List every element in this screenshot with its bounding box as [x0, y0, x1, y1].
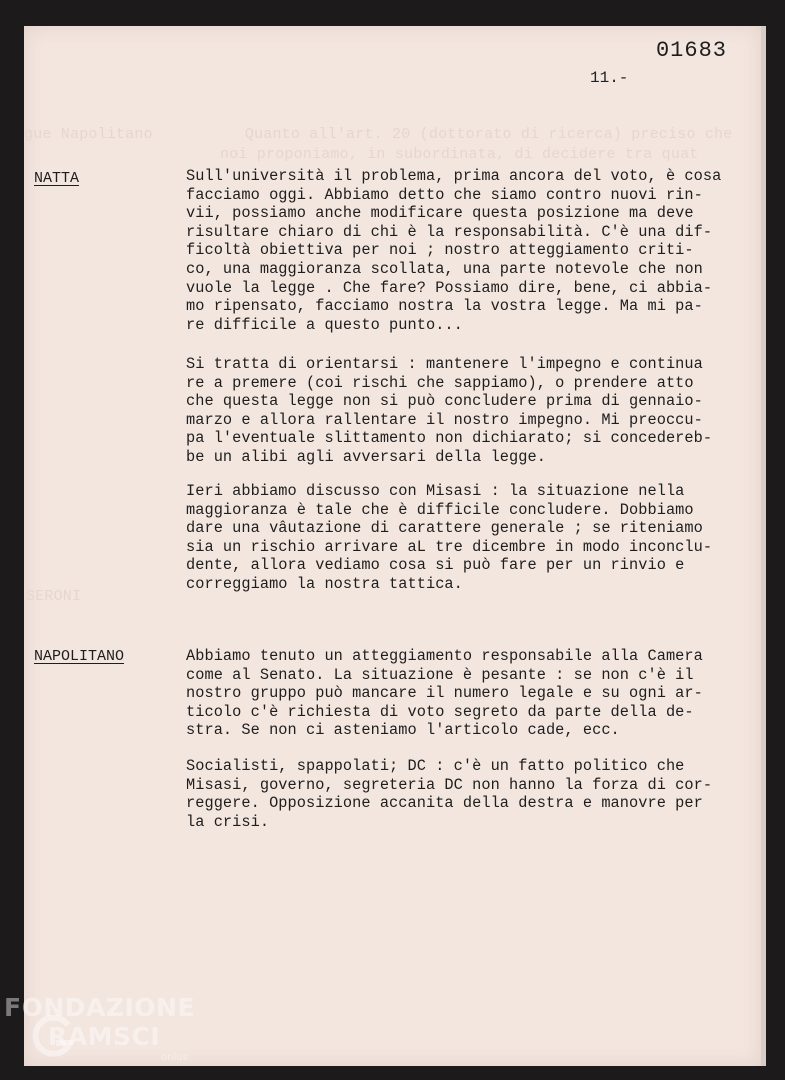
show-through-text: SERONI	[26, 588, 82, 605]
speaker-label: NAPOLITANO	[34, 648, 125, 665]
page-edge	[761, 26, 766, 1066]
paragraph: Abbiamo tenuto un atteggiamento responsabile alla Camera come al Senato. La situazione è pesante : se non c'è il nostro gruppo può mancare il numero legale e su ogni ar- ticolo c'è richiesta di voto segreto da parte della de- stra. Se non ci asteniamo l'articolo cade, ecc.	[186, 647, 703, 740]
watermark-gramsci: RAMSCI	[48, 1022, 161, 1051]
paragraph: Si tratta di orientarsi : mantenere l'impegno e continua re a premere (coi rischi che sappiamo), o prendere atto che questa legge non si può concludere prima di gennaio- marzo e allora rallentare il nostro impegno. Mi preoccu- pa l'eventuale slittamento non dichiarato; si concedereb- be un alibi agli avversari della legge.	[186, 355, 713, 466]
show-through-text: noi proponiamo, in subordinata, di decidere tra quat	[220, 146, 699, 163]
show-through-text: gue Napolitano Quanto all'art. 20 (dottorato di ricerca) preciso che	[24, 126, 733, 143]
paragraph: Sull'università il problema, prima ancora del voto, è cosa facciamo oggi. Abbiamo detto che siamo contro nuovi rin- vii, possiamo anche modificare questa posizione ma deve risultare chiaro di chi è la responsabilità. C'è una dif- ficoltà obiettiva per noi ; nostro atteggiamento criti- co, una maggioranza scollata, una parte notevole che non vuole la legge . Che fare? Possiamo dire, bene, ci abbia- mo ripensato, facciamo nostra la vostra legge. Ma mi pa- re difficile a questo punto...	[186, 167, 722, 334]
paragraph: Ieri abbiamo discusso con Misasi : la situazione nella maggioranza è tale che è difficile concludere. Dobbiamo dare una vâutazione di carattere generale ; se riteniamo sia un rischio arrivare aL tre dicembre in modo inconclu- dente, allora vediamo cosa si può fare per un rinvio e correggiamo la nostra tattica.	[186, 482, 713, 593]
watermark-fondazione: FONDAZIONE	[4, 993, 196, 1022]
watermark-onlus: onlus	[161, 1052, 188, 1063]
speaker-label: NATTA	[34, 170, 80, 187]
paragraph: Socialisti, spappolati; DC : c'è un fatto politico che Misasi, governo, segreteria DC non hanno la forza di cor- reggere. Opposizione accanita della destra e manovre per la crisi.	[186, 757, 713, 831]
document-number: 01683	[655, 38, 727, 63]
page-number: 11.-	[590, 69, 629, 87]
